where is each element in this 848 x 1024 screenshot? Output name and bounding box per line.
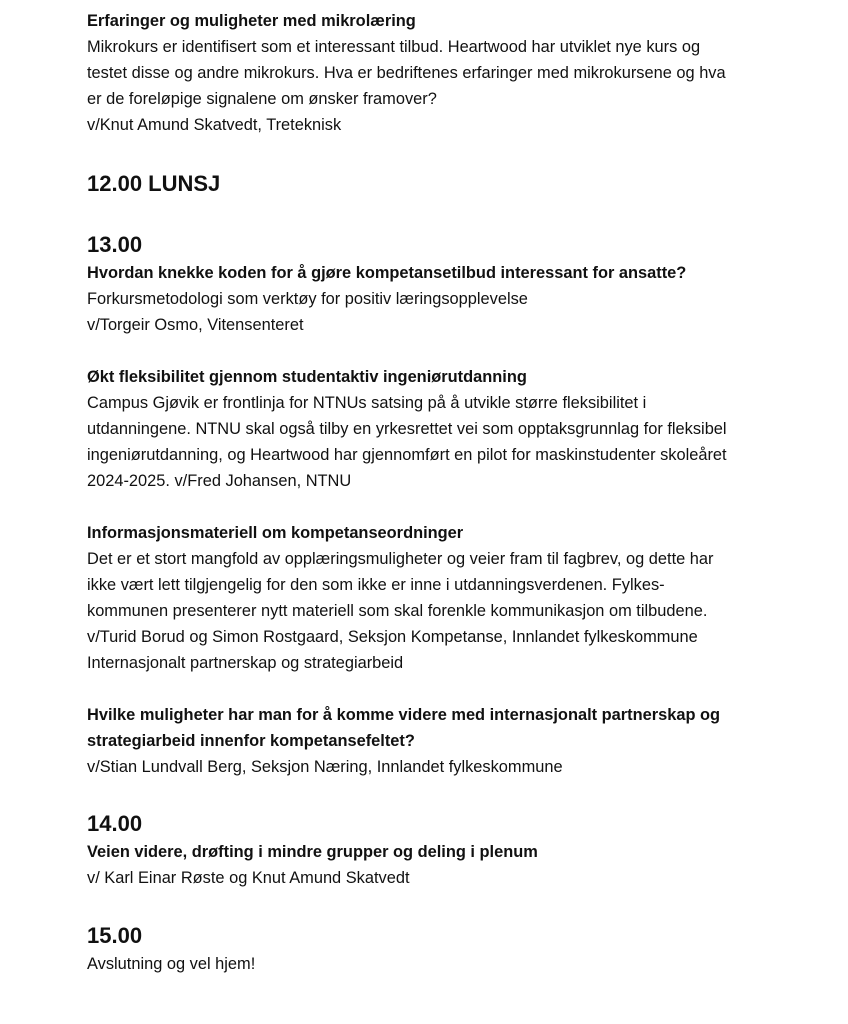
session-title: Hvordan knekke koden for å gjøre kompetansetilbud interessant for ansatte? [87, 264, 687, 282]
session-information-material [87, 520, 787, 676]
session-speaker: v/Knut Amund Skatvedt, Treteknisk [87, 116, 342, 134]
session-text-line: Avslutning og vel hjem! [87, 955, 256, 973]
session-international-partnership [87, 702, 787, 780]
session-text-line: Forkursmetodologi som verktøy for positiv læringsopplevelse [87, 290, 528, 308]
agenda-document [87, 8, 787, 977]
session-text-line: kommunen presenterer nytt materiell som skal forenkle kommunikasjon om tilbudene. [87, 602, 708, 620]
session-text-line: Campus Gjøvik er frontlinja for NTNUs satsing på å utvikle større fleksibilitet i [87, 394, 647, 412]
session-text-line: utdanningene. NTNU skal også tilby en yrkesrettet vei som opptaksgrunnlag for fleksibel [87, 420, 727, 438]
session-microlearning [87, 8, 787, 138]
session-text-line: Internasjonalt partnerskap og strategiarbeid [87, 654, 404, 672]
session-title: strategiarbeid innenfor kompetansefeltet? [87, 732, 415, 750]
time-heading-1300: 13.00 [87, 232, 143, 257]
session-flexibility [87, 364, 787, 494]
session-speaker: v/Torgeir Osmo, Vitensenteret [87, 316, 304, 334]
session-text-line: ingeniørutdanning, og Heartwood har gjennomført en pilot for maskinstudenter skoleåret [87, 446, 727, 464]
session-speaker: v/ Karl Einar Røste og Knut Amund Skatvedt [87, 869, 410, 887]
session-text-line: testet disse og andre mikrokurs. Hva er bedriftenes erfaringer med mikrokursene og hva [87, 64, 726, 82]
session-text-line: Det er et stort mangfold av opplæringsmuligheter og veier fram til fagbrev, og dette har [87, 550, 714, 568]
session-title: Informasjonsmateriell om kompetanseordninger [87, 524, 464, 542]
session-closing [87, 951, 787, 977]
session-title: Veien videre, drøfting i mindre grupper og deling i plenum [87, 843, 538, 861]
session-text-line: ikke vært lett tilgjengelig for den som ikke er inne i utdanningsverdenen. Fylkes- [87, 576, 665, 594]
session-speaker: v/Stian Lundvall Berg, Seksjon Næring, Innlandet fylkeskommune [87, 758, 563, 776]
time-heading-1500: 15.00 [87, 923, 143, 948]
session-text-line: er de foreløpige signalene om ønsker framover? [87, 90, 437, 108]
time-heading-1400: 14.00 [87, 811, 143, 836]
session-text-line: Mikrokurs er identifisert som et interessant tilbud. Heartwood har utviklet nye kurs og [87, 38, 701, 56]
session-competence-code [87, 260, 787, 338]
session-way-forward [87, 839, 787, 891]
session-title: Erfaringer og muligheter med mikrolæring [87, 12, 416, 30]
session-speaker: v/Turid Borud og Simon Rostgaard, Seksjon Kompetanse, Innlandet fylkeskommune [87, 628, 698, 646]
session-title: Hvilke muligheter har man for å komme videre med internasjonalt partnerskap og [87, 706, 721, 724]
session-title: Økt fleksibilitet gjennom studentaktiv ingeniørutdanning [87, 368, 527, 386]
lunch-heading: 12.00 LUNSJ [87, 171, 221, 196]
session-text-line: 2024-2025. v/Fred Johansen, NTNU [87, 472, 352, 490]
